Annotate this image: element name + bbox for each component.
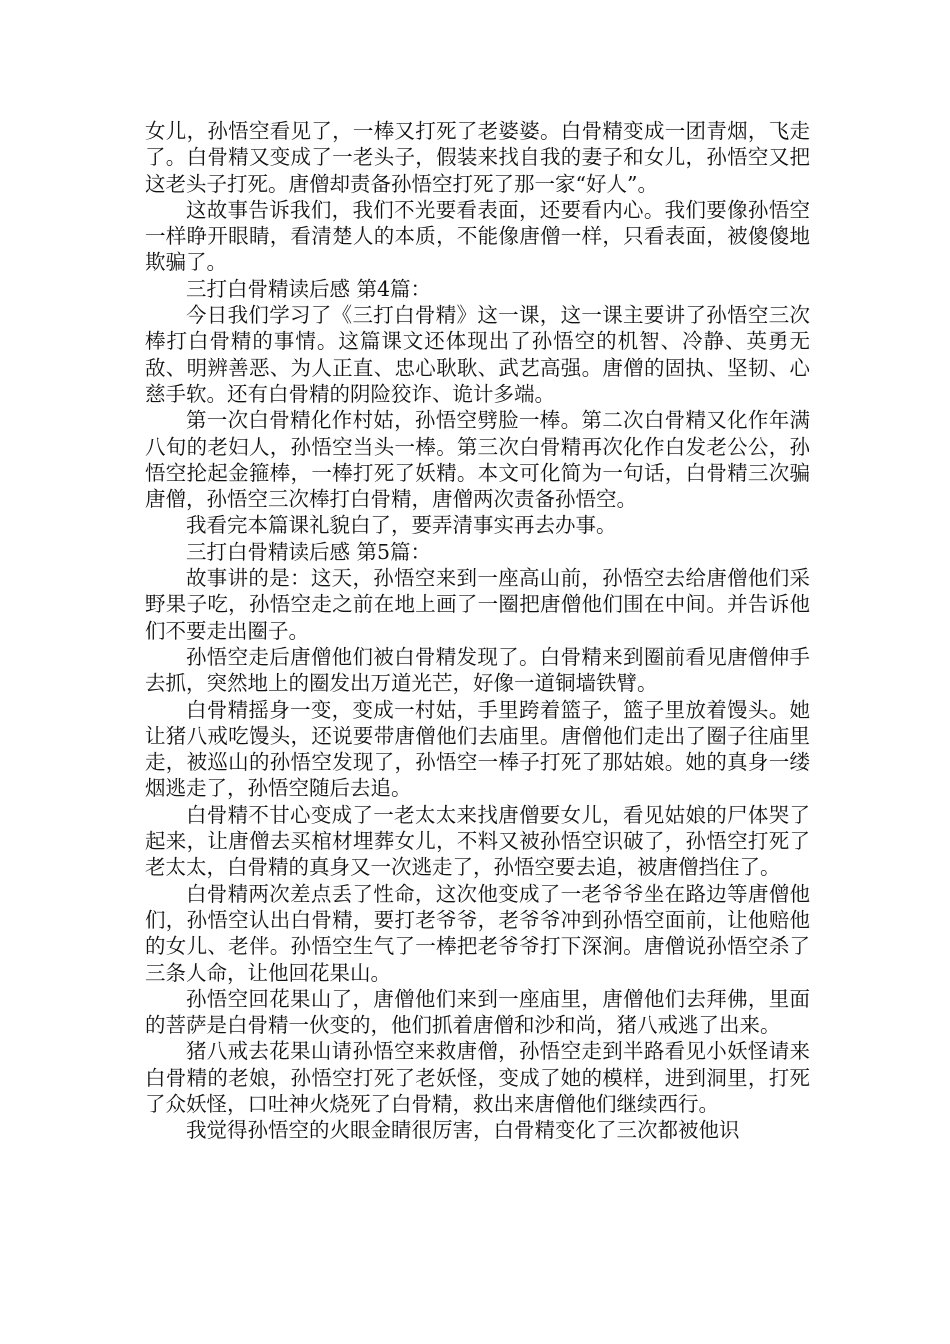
paragraph-old-man: 白骨精两次差点丢了性命，这次他变成了一老爷爷坐在路边等唐僧他们，孙悟空认出白骨精，要打老爷爷，老爷爷冲到孙悟空面前，让他赔他的女儿、老伴。孙悟空生气了一棒把老爷爷打下深涧。唐僧说孙悟空杀了三条人命，让他回花果山。 bbox=[145, 881, 810, 985]
paragraph-village-girl: 白骨精摇身一变，变成一村姑，手里跨着篮子，篮子里放着馒头。她让猪八戒吃馒头，还说要带唐僧他们去庙里。唐僧他们走出了圈子往庙里走，被巡山的孙悟空发现了，孙悟空一棒子打死了那姑娘。她的真身一缕烟逃走了，孙悟空随后去追。 bbox=[145, 697, 810, 801]
paragraph-lesson-intro: 今日我们学习了《三打白骨精》这一课，这一课主要讲了孙悟空三次棒打白骨精的事情。这篇课文还体现出了孙悟空的机智、冷静、英勇无敌、明辨善恶、为人正直、忠心耿耿、武艺高强。唐僧的固执、坚韧、心慈手软。还有白骨精的阴险狡诈、诡计多端。 bbox=[145, 303, 810, 406]
paragraph-moral: 这故事告诉我们，我们不光要看表面，还要看内心。我们要像孙悟空一样睁开眼睛，看清楚人的本质，不能像唐僧一样，只看表面，被傻傻地欺骗了。 bbox=[145, 197, 810, 275]
paragraph-story-ending: 女儿，孙悟空看见了，一棒又打死了老婆婆。白骨精变成一团青烟，飞走了。白骨精又变成了一老头子，假装来找自我的妻子和女儿，孙悟空又把这老头子打死。唐僧却责备孙悟空打死了那一家“好人”。 bbox=[145, 119, 810, 196]
document-page bbox=[145, 118, 810, 1144]
paragraph-old-woman: 白骨精不甘心变成了一老太太来找唐僧要女儿，看见姑娘的尸体哭了起来，让唐僧去买棺材埋葬女儿，不料又被孙悟空识破了，孙悟空打死了老太太，白骨精的真身又一次逃走了，孙悟空要去追，被唐僧挡住了。 bbox=[145, 802, 810, 880]
paragraph-circle: 孙悟空走后唐僧他们被白骨精发现了。白骨精来到圈前看见唐僧伸手去抓，突然地上的圈发出万道光芒，好像一道铜墙铁臂。 bbox=[145, 644, 810, 696]
paragraph-reflection: 我觉得孙悟空的火眼金睛很厉害，白骨精变化了三次都被他识 bbox=[186, 1118, 740, 1143]
section-heading-5: 三打白骨精读后感 第5篇： bbox=[186, 539, 432, 564]
paragraph-story-start: 故事讲的是：这天，孙悟空来到一座高山前，孙悟空去给唐僧他们采野果子吃，孙悟空走之前在地上画了一圈把唐僧他们围在中间。并告诉他们不要走出圈子。 bbox=[145, 566, 810, 643]
section-heading-4: 三打白骨精读后感 第4篇： bbox=[186, 276, 432, 301]
paragraph-takeaway: 我看完本篇课礼貌白了，要弄清事实再去办事。 bbox=[186, 513, 617, 538]
paragraph-temple: 孙悟空回花果山了，唐僧他们来到一座庙里，唐僧他们去拜佛，里面的菩萨是白骨精一伙变的，他们抓着唐僧和沙和尚，猪八戒逃了出来。 bbox=[145, 986, 810, 1038]
paragraph-three-strikes: 第一次白骨精化作村姑，孙悟空劈脸一棒。第二次白骨精又化作年满八旬的老妇人，孙悟空当头一棒。第三次白骨精再次化作白发老公公，孙悟空抡起金箍棒，一棒打死了妖精。本文可化简为一句话，白骨精三次骗唐僧，孙悟空三次棒打白骨精，唐僧两次责备孙悟空。 bbox=[145, 408, 810, 512]
paragraph-rescue: 猪八戒去花果山请孙悟空来救唐僧，孙悟空走到半路看见小妖怪请来白骨精的老娘，孙悟空打死了老妖怪，变成了她的模样，进到洞里，打死了众妖怪，口吐神火烧死了白骨精，救出来唐僧他们继续西行。 bbox=[145, 1039, 810, 1116]
